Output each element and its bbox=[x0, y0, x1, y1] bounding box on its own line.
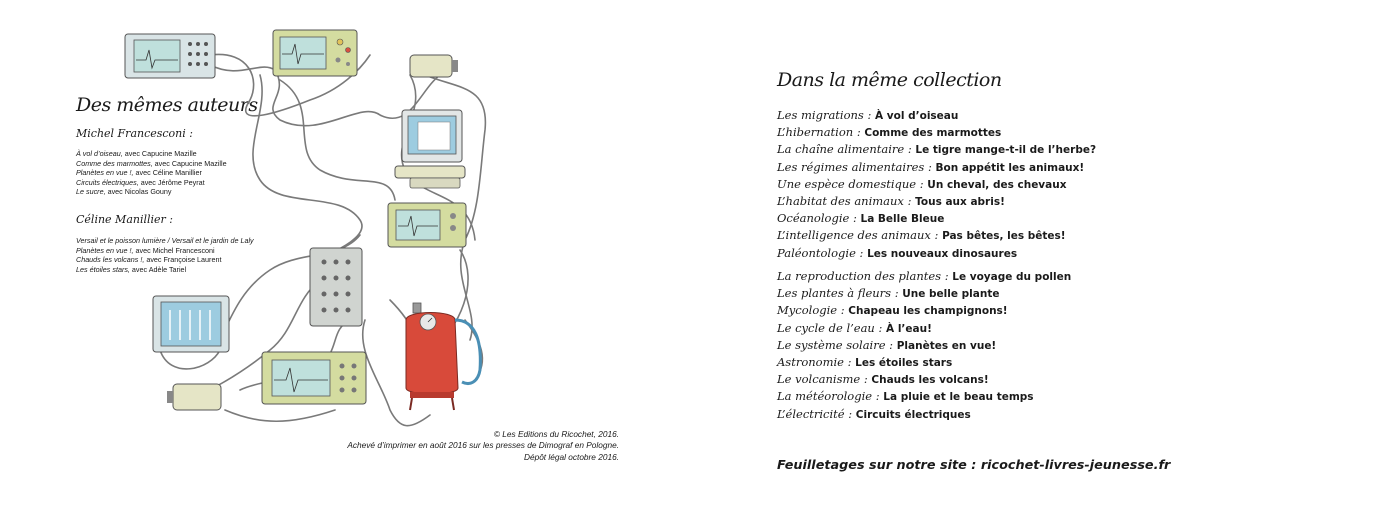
collection-item: Astronomie : Les étoiles stars bbox=[777, 355, 953, 370]
power-supply-icon bbox=[410, 55, 458, 77]
collection-item: L’hibernation : Comme des marmottes bbox=[777, 125, 1002, 140]
colophon-line: Dépôt légal octobre 2016. bbox=[523, 451, 619, 462]
collection-item: Une espèce domestique : Un cheval, des chevaux bbox=[777, 176, 1067, 191]
collection-item: Océanologie : La Belle Bleue bbox=[777, 211, 945, 226]
collection-item: Les plantes à fleurs : Une belle plante bbox=[777, 286, 1000, 301]
oscilloscope-icon bbox=[262, 352, 366, 404]
electronics-illustration bbox=[110, 20, 500, 440]
section-heading-same-authors: Des mêmes auteurs bbox=[76, 94, 258, 116]
section-heading-same-collection: Dans la même collection bbox=[777, 69, 1002, 91]
power-supply-icon bbox=[167, 384, 221, 410]
bibliography-item: À vol d’oiseau, avec Capucine Mazille bbox=[76, 149, 197, 158]
collection-item: Les migrations : À vol d’oiseau bbox=[777, 108, 959, 122]
collection-item: L’intelligence des animaux : Pas bêtes, les bêtes! bbox=[777, 228, 1066, 243]
bibliography-item: Planètes en vue !, avec Michel Francesconi bbox=[76, 245, 215, 255]
collection-list bbox=[777, 107, 1096, 262]
collection-list bbox=[777, 268, 1071, 423]
oscilloscope-icon bbox=[125, 34, 215, 78]
bibliography-item: Planètes en vue !, avec Céline Manillier bbox=[76, 168, 202, 178]
bibliography-item: Le sucre, avec Nicolas Gouny bbox=[76, 187, 172, 197]
collection-item: Les régimes alimentaires : Bon appétit les animaux! bbox=[777, 159, 1085, 174]
collection-item: La reproduction des plantes : Le voyage du pollen bbox=[777, 269, 1072, 283]
colophon bbox=[340, 429, 619, 463]
collection-item: Mycologie : Chapeau les champignons! bbox=[777, 303, 1008, 318]
bibliography-item: Comme des marmottes, avec Capucine Mazille bbox=[76, 158, 227, 168]
author-name: Michel Francesconi : bbox=[76, 127, 193, 140]
oscilloscope-icon bbox=[273, 30, 357, 76]
collection-item: L’électricité : Circuits électriques bbox=[777, 406, 971, 421]
bibliography-item: Circuits électriques, avec Jérôme Peyrat bbox=[76, 177, 205, 187]
collection-item: Le cycle de l’eau : À l’eau! bbox=[777, 320, 932, 335]
patch-panel-icon bbox=[310, 248, 362, 326]
boiler-icon bbox=[406, 303, 480, 410]
computer-icon bbox=[395, 110, 465, 188]
colophon-line: Achevé d’imprimer en août 2016 sur les presses de Dimograf en Pologne. bbox=[347, 440, 619, 451]
author-name: Céline Manillier : bbox=[76, 213, 174, 226]
bibliography-item: Les étoiles stars, avec Adèle Tariel bbox=[76, 264, 187, 274]
monitor-icon bbox=[153, 296, 229, 352]
oscilloscope-icon bbox=[388, 203, 466, 247]
collection-item: Paléontologie : Les nouveaux dinosaures bbox=[777, 245, 1018, 260]
collection-item: La météorologie : La pluie et le beau temps bbox=[777, 389, 1034, 404]
colophon-line: © Les Editions du Ricochet, 2016. bbox=[493, 429, 619, 439]
bibliography-item: Chauds les volcans !, avec Françoise Laurent bbox=[76, 255, 222, 265]
collection-item: Le volcanisme : Chauds les volcans! bbox=[777, 372, 989, 387]
collection-item: La chaîne alimentaire : Le tigre mange-t-il de l’herbe? bbox=[777, 142, 1097, 157]
website-footer: Feuilletages sur notre site : ricochet-livres-jeunesse.fr bbox=[777, 458, 1171, 473]
bibliography-item: Versail et le poisson lumière / Versail et le jardin de Laly bbox=[76, 236, 254, 245]
collection-item: L’habitat des animaux : Tous aux abris! bbox=[777, 194, 1005, 209]
collection-item: Le système solaire : Planètes en vue! bbox=[777, 337, 997, 352]
